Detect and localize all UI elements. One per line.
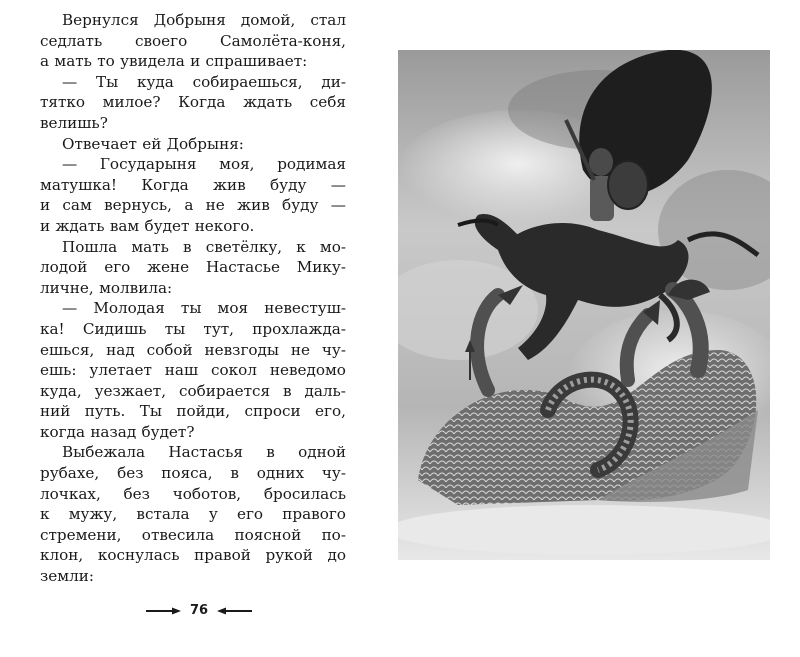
text-line: Выбежала Настасья в одной <box>62 443 346 462</box>
text-line: и ждать вам будет некого. <box>40 216 255 235</box>
text-line: земли: <box>40 567 94 586</box>
text-line: велишь? <box>40 113 108 132</box>
text-line: клон, коснулась правой рукой до <box>40 546 346 565</box>
text-line: матушка! Когда жив буду — <box>40 175 346 194</box>
left-arrow-ornament <box>146 607 182 615</box>
text-line: седлать своего Самолёта-коня, <box>40 31 346 50</box>
text-line: личне, молвила: <box>40 278 173 297</box>
text-line: — Государыня моя, родимая <box>62 155 346 174</box>
text-line: Вернулся Добрыня домой, стал <box>62 11 346 29</box>
text-line: ешься, над собой невзгоды не чу- <box>40 340 346 359</box>
text-line: — Ты куда собираешься, ди- <box>62 72 346 91</box>
text-line: ка! Сидишь ты тут, прохлажда- <box>40 319 346 338</box>
text-line: Пошла мать в светёлку, к мо- <box>62 237 346 256</box>
text-line: лочках, без чоботов, бросилась <box>40 484 346 503</box>
text-line: куда, уезжает, собирается в даль- <box>40 381 346 400</box>
text-line: когда назад будет? <box>40 422 195 441</box>
illustration-knight-vs-dragon <box>398 50 770 560</box>
text-line: рубахе, без пояса, в одних чу- <box>40 464 346 483</box>
text-line: к мужу, встала у его правого <box>40 505 346 524</box>
knight-shield <box>608 161 648 209</box>
body-text <box>40 10 346 587</box>
text-line: — Молодая ты моя невестуш- <box>62 299 346 318</box>
text-line: тятко милое? Когда ждать себя <box>40 93 346 112</box>
text-line: ний путь. Ты пойди, спроси его, <box>40 402 346 421</box>
text-line: ешь: улетает наш сокол неведомо <box>40 361 346 380</box>
text-line: и сам вернусь, а не жив буду — <box>40 196 346 215</box>
text-line: а мать то увидела и спрашивает: <box>40 52 308 71</box>
text-line: Отвечает ей Добрыня: <box>62 134 244 153</box>
page-number-footer <box>146 603 252 618</box>
ground-mist <box>398 505 770 555</box>
right-arrow-ornament <box>216 607 252 615</box>
text-line: стремени, отвесила поясной по- <box>40 525 346 544</box>
text-line: лодой его жене Настасье Мику- <box>40 258 346 277</box>
knight-helmet <box>589 148 613 176</box>
page-number: 76 <box>190 603 209 618</box>
